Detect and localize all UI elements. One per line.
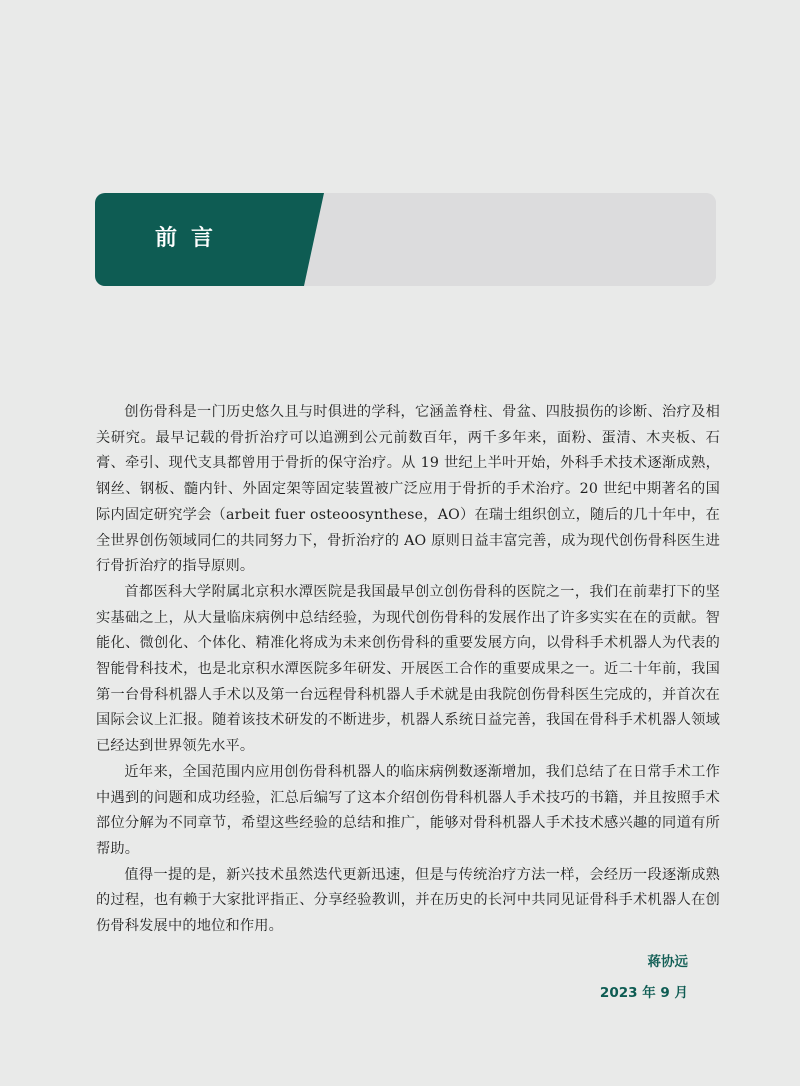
- page-title: 前言: [155, 226, 228, 251]
- header-banner: [95, 193, 716, 286]
- preface-body: [96, 400, 720, 940]
- author-name: 蒋协远: [647, 954, 688, 970]
- paragraph: 创伤骨科是一门历史悠久且与时俱进的学科，它涵盖脊柱、骨盆、四肢损伤的诊断、治疗及相关研究。最早记载的骨折治疗可以追溯到公元前数百年，两千多年来，面粉、蛋清、木夹板、石膏、牵引、现代支具都曾用于骨折的保守治疗。从 19 世纪上半叶开始，外科手术技术逐渐成熟，钢丝、钢板、髓内针、外固定架等固定装置被广泛应用于骨折的手术治疗。20 世纪中期著名的国际内固定研究学会（arbeit fuer osteoosynthese，AO）在瑞士组织创立，随后的几十年中，在全世界创伤领域同仁的共同努力下，骨折治疗的 AO 原则日益丰富完善，成为现代创伤骨科医生进行骨折治疗的指导原则。: [96, 404, 720, 575]
- paragraph: 近年来，全国范围内应用创伤骨科机器人的临床病例数逐渐增加，我们总结了在日常手术工作中遇到的问题和成功经验，汇总后编写了这本介绍创伤骨科机器人手术技巧的书籍，并且按照手术部位分解为不同章节，希望这些经验的总结和推广，能够对骨科机器人手术技术感兴趣的同道有所帮助。: [96, 763, 720, 857]
- signature-block: [600, 950, 688, 1001]
- paragraph: 值得一提的是，新兴技术虽然迭代更新迅速，但是与传统治疗方法一样，会经历一段逐渐成熟的过程，也有赖于大家批评指正、分享经验教训，并在历史的长河中共同见证骨科手术机器人在创伤骨科发展中的地位和作用。: [96, 866, 720, 935]
- paragraph: 首都医科大学附属北京积水潭医院是我国最早创立创伤骨科的医院之一，我们在前辈打下的坚实基础之上，从大量临床病例中总结经验，为现代创伤骨科的发展作出了许多实实在在的贡献。智能化、微创化、个体化、精准化将成为未来创伤骨科的重要发展方向，以骨科手术机器人为代表的智能骨科技术，也是北京积水潭医院多年研发、开展医工合作的重要成果之一。近二十年前，我国第一台骨科机器人手术以及第一台远程骨科机器人手术就是由我院创伤骨科医生完成的，并首次在国际会议上汇报。随着该技术研发的不断进步，机器人系统日益完善，我国在骨科手术机器人领域已经达到世界领先水平。: [96, 583, 720, 755]
- signature-date: 2023 年 9 月: [599, 985, 688, 1001]
